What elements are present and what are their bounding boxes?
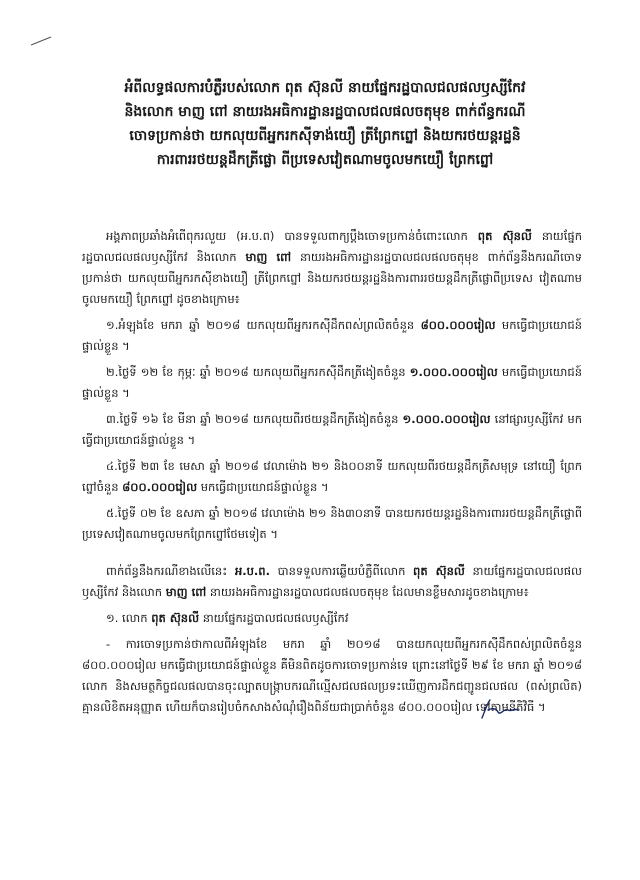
amount: ១.០០០.០០០រៀល bbox=[409, 365, 498, 379]
response-paragraph bbox=[82, 561, 582, 603]
point-text: - ការចោទប្រកាន់ថាកាលពីអំឡុងខែ មករា ឆ្នាំ ២០១៨ បានយកលុយពីអ្នករកស៊ីដឹកពស់ព្រលិតចំនួន bbox=[106, 637, 582, 651]
allegation-item bbox=[82, 362, 582, 404]
amount: ៨០០.០០០រៀល bbox=[122, 480, 198, 494]
amount: ៨០០.០០០រៀល bbox=[82, 658, 157, 672]
person-name: ពុត ស៊ុនលី bbox=[413, 564, 465, 578]
allegation-text: ១.អំឡុងខែ មករា ឆ្នាំ ២០១៨ យកលុយពីអ្នករកស៊ីដឹកពស់ព្រលិតចំនួន bbox=[106, 318, 421, 332]
allegation-text: ៤.ថ្ងៃទី ២៣ ខែ មេសា ឆ្នាំ ២០១៨ វេលាម៉ោង ២១ និង០០នាទី យកលុយពីរថយន្តដឹកត្រីសមុទ្រ នៅយឿ ព្រែកព្នៅចំនួន bbox=[82, 459, 582, 494]
title-line: ការពាររថយន្តដឹកត្រីផ្លោ ពីប្រទេសវៀតណាមចូលមកយឿ ព្រែកព្នៅ bbox=[156, 152, 494, 168]
amount: ៨០០.០០០រៀល bbox=[398, 700, 473, 714]
allegation-text: ២.ថ្ងៃទី ១២ ខែ កុម្ភៈ ឆ្នាំ ២០១៨ យកលុយពីអ្នករកស៊ីដឹកត្រីងៀតចំនួន bbox=[106, 365, 410, 379]
allegation-text: ៣.ថ្ងៃទី ១៦ ខែ មីនា ឆ្នាំ ២០១៨ យកលុយពីរថយន្តដឹកត្រីងៀតចំនួន bbox=[106, 412, 403, 426]
title-line: អំពីលទ្ធផលការបំភ្លឺរបស់លោក ពុត ស៊ុនលី នាយផ្នែករដ្ឋបាលជលផលឫស្សីកែវ bbox=[124, 80, 526, 96]
amount: ១.០០០.០០០រៀល bbox=[402, 412, 491, 426]
intro-text: នាយរងអធិការដ្ឋានរដ្ឋបាលជលផលចតុមុខ ពាក់ព័ន្ធនឹងករណីចោទប្រកាន់ថា យកលុយពីអ្នករកស៊ីខាងយឿ ត្រីព្រែកព្នៅ និងយករថយន្តរដ្ឋនិងការពាររថយន្តដឹកត្រីផ្លោពីប្រទេស វៀតណាមចូលមកយឿ ព្រែកព្នៅ ដូចខាងក្រោម៖ bbox=[82, 250, 582, 306]
allegation-item bbox=[82, 409, 582, 451]
response-text: ពាក់ព័ន្ធនឹងករណីខាងលើនេះ bbox=[106, 564, 235, 578]
allegation-item bbox=[82, 315, 582, 357]
response-text: នាយផ្នែករដ្ឋបាលជលផលឫស្សីកែវ និងលោក bbox=[82, 564, 582, 599]
document-body bbox=[82, 226, 582, 718]
title-line: ចោទប្រកាន់ថា យកលុយពីអ្នករកស៊ីទាង់យឿ ត្រីព្រែកព្នៅ និងយករថយន្តរដ្ឋនិ bbox=[129, 128, 521, 144]
allegation-item bbox=[82, 503, 582, 545]
point-text: ទៅតាមនីតិវិធី ។ bbox=[472, 700, 546, 714]
allegation-text: នៅផ្សារឫស្សីកែវ មកធ្វើជាប្រយោជន៍ផ្ទាល់ខ្លួន ។ bbox=[82, 412, 582, 447]
person-name: ពុត ស៊ុនលី bbox=[477, 229, 532, 243]
handwritten-initial bbox=[478, 696, 524, 722]
organization-name: អ.ប.ព. bbox=[234, 564, 270, 578]
allegation-text: មកធ្វើជាប្រយោជន៍ផ្ទាល់ខ្លួន ។ bbox=[82, 318, 582, 353]
person-name: ពុត ស៊ុនលី bbox=[151, 611, 200, 625]
person-name: មាញ ពៅ bbox=[165, 585, 207, 599]
pen-stroke-mark bbox=[30, 36, 52, 46]
intro-paragraph bbox=[82, 226, 582, 310]
document-title bbox=[60, 76, 590, 172]
allegation-text: ៥.ថ្ងៃទី ០២ ខែ ឧសភា ឆ្នាំ ២០១៨ វេលាម៉ោង ២១ និង៣០នាទី បានយករថយន្តរដ្ឋនិងការពាររថយន្តដឹកត្រីផ្លោពីប្រទេសវៀតណាមចូលមកព្រែកព្នៅថែមទៀត ។ bbox=[82, 506, 582, 541]
point-text: មកធ្វើជាប្រយោជន៍ផ្ទាល់ខ្លួន គឺមិនពិតដូចការចោទប្រកាន់ទេ ព្រោះនៅថ្ងៃទី ២៩ ខែ មករា ឆ្នាំ ២០១៨ លោក និងសមត្ថកិច្ចជលផលបានចុះល្បាតបង្ក្រាបករណីល្មើសជលផលប្រទះឃើញការដឹកជញ្ជូនជលផល (ពស់ព្រលិត) គ្មានលិខិតអនុញ្ញាត ហើយក៏បានរៀបចំកសាងសំណុំរឿងពិន័យជាប្រាក់ចំនួន bbox=[82, 658, 582, 714]
section-text: នាយផ្នែករដ្ឋបាលជលផលឫស្សីកែវ bbox=[199, 611, 349, 625]
allegation-text: មកធ្វើជាប្រយោជន៍ផ្ទាល់ខ្លួន ។ bbox=[82, 365, 582, 400]
section-heading bbox=[82, 608, 582, 629]
response-text: នាយរងអធិការដ្ឋានរដ្ឋបាលជលផលចតុមុខ ដែលមានខ្លឹមសារដូចខាងក្រោម៖ bbox=[206, 585, 529, 599]
person-name: មាញ ពៅ bbox=[245, 250, 292, 264]
response-text: បានទទួលការឆ្លើយបំភ្លឺពីលោក bbox=[269, 564, 414, 578]
allegation-item bbox=[82, 456, 582, 498]
amount: ៨០០.០០០រៀល bbox=[420, 318, 496, 332]
section-text: ១. លោក bbox=[106, 611, 152, 625]
title-line: និងលោក មាញ ពៅ នាយរងអធិការដ្ឋានរដ្ឋបាលជលផលចតុមុខ ពាក់ព័ន្ធករណី bbox=[124, 104, 526, 120]
intro-text: អង្គភាពប្រឆាំងអំពើពុករលួយ (អ.ប.ព) បានទទួលពាក្យប្តឹងចោទប្រកាន់ចំពោះលោក bbox=[106, 229, 478, 243]
allegation-text: មកធ្វើជាប្រយោជន៍ផ្ទាល់ខ្លួន ។ bbox=[197, 480, 329, 494]
intro-text: នាយផ្នែករដ្ឋបាលជលផលឫស្សីកែវ និងលោក bbox=[82, 229, 583, 264]
